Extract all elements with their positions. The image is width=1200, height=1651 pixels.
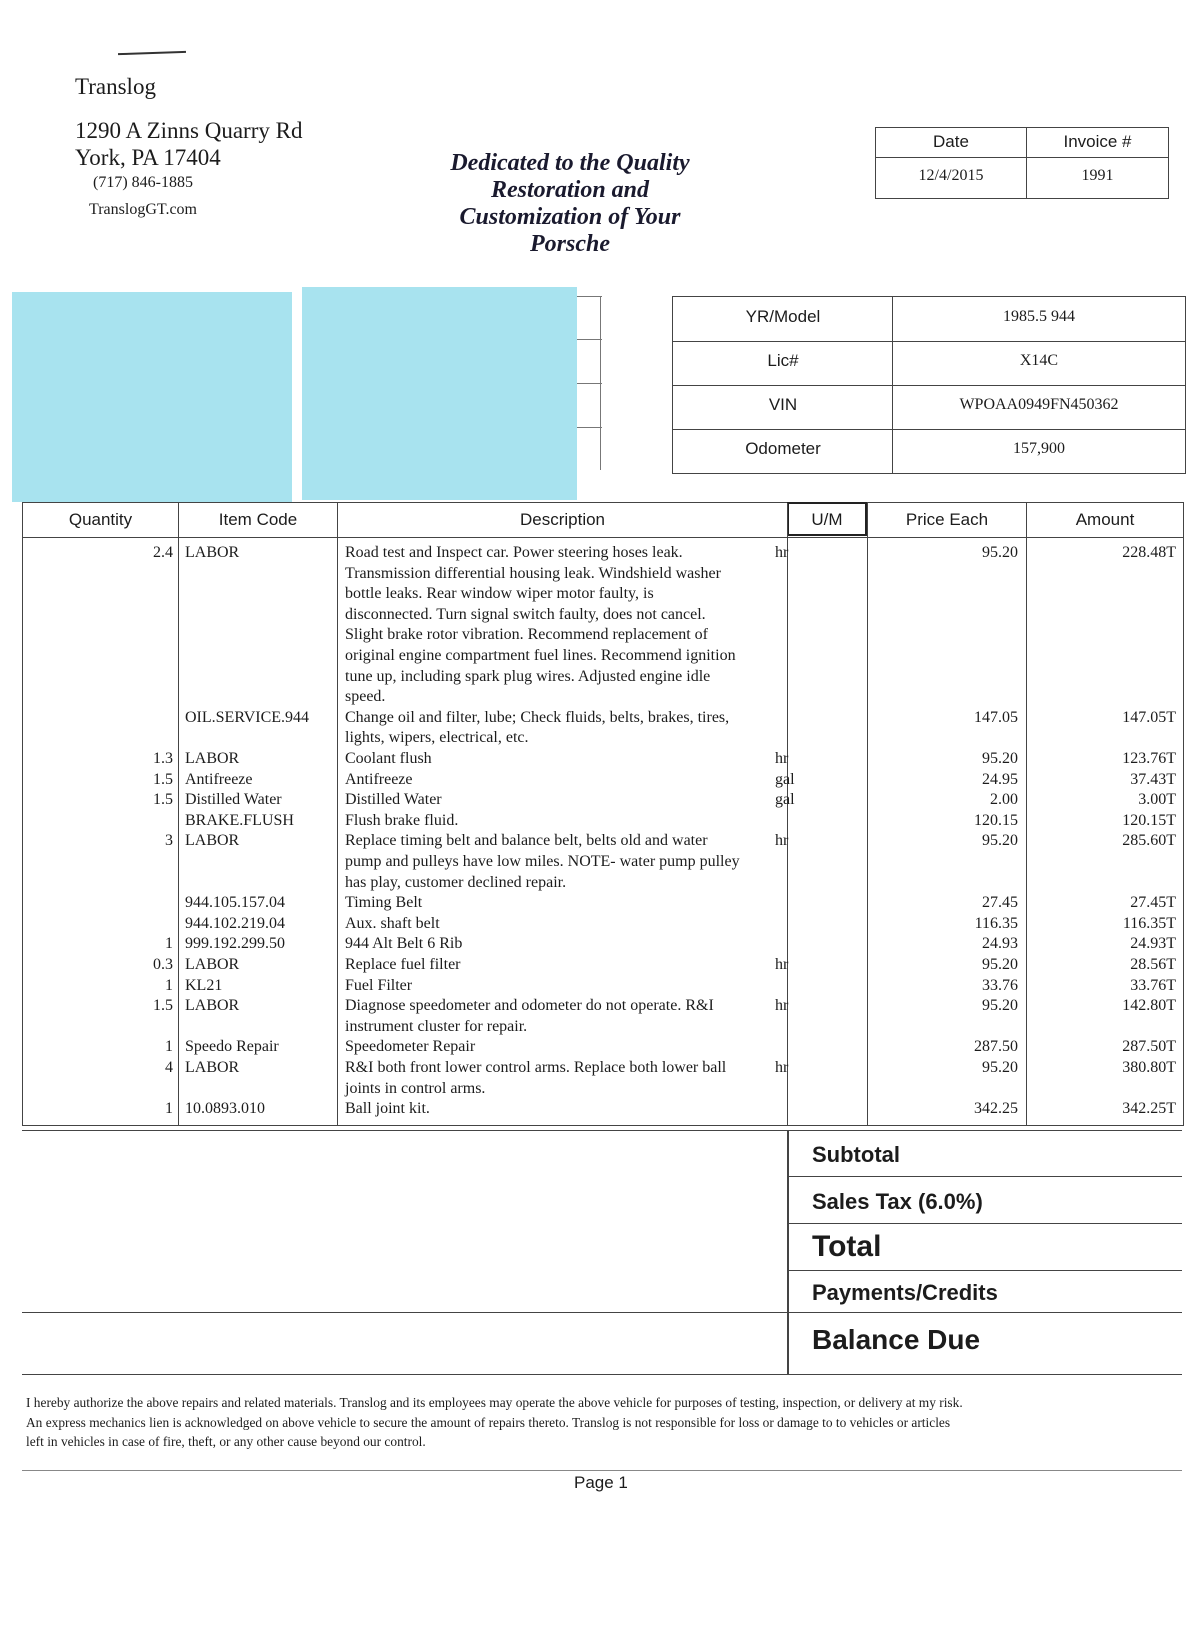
description-line: tune up, including spark plug wires. Adjusted engine idle bbox=[345, 667, 711, 685]
description-line: Diagnose speedometer and odometer do not operate. R&I bbox=[345, 997, 714, 1015]
row-quantity: 2.4 bbox=[153, 544, 173, 561]
description-line: original engine compartment fuel lines. Recommend ignition bbox=[345, 646, 736, 664]
row-um: gal bbox=[775, 770, 795, 788]
vehicle-label: VIN bbox=[768, 395, 798, 414]
row-price-each: 95.20 bbox=[982, 1059, 1018, 1076]
redacted-ship-to bbox=[302, 287, 577, 500]
tagline-line: Porsche bbox=[530, 231, 610, 257]
vehicle-value: 157,900 bbox=[1013, 440, 1065, 457]
company-address-line1: 1290 A Zinns Quarry Rd bbox=[75, 118, 303, 143]
vehicle-row bbox=[673, 429, 1185, 473]
row-item-code: KL21 bbox=[185, 976, 223, 994]
description-line: Distilled Water bbox=[345, 791, 442, 809]
row-quantity: 1.5 bbox=[153, 770, 173, 788]
row-amount: 380.80T bbox=[1122, 1059, 1176, 1076]
legal-line: I hereby authorize the above repairs and related materials. Translog and its employees may operate the above vehicle for purposes of testing, inspection, or delivery at my risk. bbox=[26, 1395, 963, 1410]
column-rule bbox=[337, 503, 338, 1125]
row-description bbox=[345, 749, 785, 770]
company-website: TranslogGT.com bbox=[89, 201, 197, 218]
tagline bbox=[410, 150, 730, 258]
company-address-line2: York, PA 17404 bbox=[75, 145, 221, 170]
description-line: Flush brake fluid. bbox=[345, 811, 459, 829]
row-amount: 28.56T bbox=[1130, 956, 1176, 973]
description-line: Aux. shaft belt bbox=[345, 914, 440, 932]
total-label: Total bbox=[812, 1230, 882, 1263]
balance-due-label: Balance Due bbox=[812, 1324, 981, 1355]
description-line: Replace fuel filter bbox=[345, 956, 461, 973]
row-item-code: LABOR bbox=[185, 832, 240, 850]
header-um: U/M bbox=[811, 510, 843, 529]
vehicle-row bbox=[673, 341, 1185, 386]
header-amount: Amount bbox=[1075, 510, 1135, 529]
company-name: Translog bbox=[75, 74, 156, 99]
row-amount: 116.35T bbox=[1122, 914, 1176, 932]
vehicle-info-box bbox=[672, 296, 1186, 474]
invoice-number: 1991 bbox=[1081, 167, 1114, 184]
sales-tax-label: Sales Tax (6.0%) bbox=[812, 1189, 983, 1214]
row-description bbox=[345, 1099, 785, 1120]
company-phone: (717) 846-1885 bbox=[93, 174, 193, 191]
description-line: Replace timing belt and balance belt, belts old and water bbox=[345, 832, 708, 850]
row-amount: 142.80T bbox=[1122, 997, 1176, 1015]
row-item-code: LABOR bbox=[185, 544, 240, 561]
row-description bbox=[345, 831, 785, 893]
row-amount: 37.43T bbox=[1130, 770, 1176, 788]
form-rule bbox=[577, 427, 602, 428]
row-price-each: 342.25 bbox=[974, 1100, 1018, 1118]
description-line: disconnected. Turn signal switch faulty, does not cancel. bbox=[345, 605, 706, 623]
column-rule bbox=[178, 503, 179, 1125]
row-um: hr bbox=[775, 750, 789, 767]
header-item-code: Item Code bbox=[218, 510, 298, 529]
line-items-table bbox=[22, 502, 1184, 1126]
date-invoice-box bbox=[875, 127, 1169, 199]
row-amount: 120.15T bbox=[1122, 811, 1176, 829]
row-amount: 285.60T bbox=[1122, 832, 1176, 850]
tagline-line: Customization of Your bbox=[459, 204, 681, 230]
row-quantity: 1 bbox=[165, 1038, 173, 1056]
row-price-each: 116.35 bbox=[974, 914, 1018, 932]
header-price-each: Price Each bbox=[905, 510, 989, 529]
row-item-code: OIL.SERVICE.944 bbox=[185, 708, 310, 726]
date-label: Date bbox=[933, 132, 969, 151]
row-item-code: 999.192.299.50 bbox=[185, 935, 285, 953]
invoice-date: 12/4/2015 bbox=[918, 167, 984, 184]
row-item-code: LABOR bbox=[185, 997, 240, 1015]
legal-line: left in vehicles in case of fire, theft, or any other cause beyond our control. bbox=[26, 1434, 426, 1449]
description-line: Ball joint kit. bbox=[345, 1100, 430, 1118]
invoice-number-label: Invoice # bbox=[1063, 132, 1132, 151]
sales-tax-row bbox=[788, 1177, 1182, 1224]
row-item-code: Antifreeze bbox=[185, 770, 253, 788]
row-price-each: 147.05 bbox=[974, 708, 1018, 726]
row-item-code: LABOR bbox=[185, 1059, 240, 1076]
authorization-statement bbox=[26, 1393, 1166, 1452]
row-amount: 33.76T bbox=[1130, 976, 1176, 994]
row-quantity: 1.5 bbox=[153, 997, 173, 1015]
row-quantity: 1 bbox=[165, 935, 173, 953]
row-price-each: 2.00 bbox=[990, 791, 1018, 809]
description-line: Transmission differential housing leak. Windshield washer bbox=[345, 564, 721, 582]
vehicle-label: YR/Model bbox=[745, 307, 821, 326]
description-line: Change oil and filter, lube; Check fluids, belts, brakes, tires, bbox=[345, 708, 730, 726]
total-row bbox=[788, 1224, 1182, 1271]
description-line: lights, wipers, electrical, etc. bbox=[345, 729, 529, 747]
tagline-line: Restoration and bbox=[490, 177, 650, 203]
vehicle-label: Odometer bbox=[745, 439, 821, 458]
form-rule bbox=[577, 296, 602, 297]
row-quantity: 1.5 bbox=[153, 791, 173, 809]
description-line: 944 Alt Belt 6 Rib bbox=[345, 935, 463, 953]
vehicle-row bbox=[673, 297, 1185, 342]
row-description bbox=[345, 708, 785, 749]
vehicle-label: Lic# bbox=[767, 351, 799, 370]
row-price-each: 95.20 bbox=[982, 997, 1018, 1015]
description-line: has play, customer declined repair. bbox=[345, 873, 567, 891]
row-um: hr bbox=[775, 956, 789, 973]
row-item-code: 944.105.157.04 bbox=[185, 894, 285, 912]
header-quantity: Quantity bbox=[68, 510, 133, 529]
row-amount: 24.93T bbox=[1130, 935, 1176, 953]
row-amount: 123.76T bbox=[1122, 750, 1176, 767]
description-line: bottle leaks. Rear window wiper motor faulty, is bbox=[345, 585, 654, 603]
row-description bbox=[345, 1037, 785, 1058]
row-description bbox=[345, 914, 785, 935]
row-um: hr bbox=[775, 544, 789, 561]
table-header bbox=[23, 503, 1183, 538]
row-description bbox=[345, 934, 785, 955]
row-price-each: 95.20 bbox=[982, 750, 1018, 767]
row-description bbox=[345, 976, 785, 997]
form-rule bbox=[577, 383, 602, 384]
row-amount: 342.25T bbox=[1122, 1100, 1176, 1118]
row-price-each: 24.93 bbox=[982, 935, 1018, 953]
balance-due-row bbox=[788, 1313, 1182, 1373]
row-item-code: 944.102.219.04 bbox=[185, 914, 285, 932]
description-line: Slight brake rotor vibration. Recommend replacement of bbox=[345, 626, 708, 644]
payments-row bbox=[788, 1271, 1182, 1313]
row-quantity: 0.3 bbox=[153, 956, 173, 973]
row-item-code: Distilled Water bbox=[185, 791, 282, 809]
payments-label: Payments/Credits bbox=[812, 1280, 998, 1305]
row-description bbox=[345, 893, 785, 914]
row-item-code: BRAKE.FLUSH bbox=[185, 811, 294, 829]
pen-mark bbox=[118, 51, 186, 55]
row-amount: 287.50T bbox=[1122, 1038, 1176, 1056]
row-description bbox=[345, 811, 785, 832]
page-number: Page 1 bbox=[574, 1473, 628, 1492]
description-line: Speedometer Repair bbox=[345, 1038, 476, 1056]
row-price-each: 95.20 bbox=[982, 956, 1018, 973]
vehicle-value: WPOAA0949FN450362 bbox=[959, 396, 1119, 413]
row-description bbox=[345, 996, 785, 1037]
row-amount: 147.05T bbox=[1122, 708, 1176, 726]
row-quantity: 4 bbox=[165, 1059, 173, 1076]
description-line: instrument cluster for repair. bbox=[345, 1017, 528, 1035]
row-description bbox=[345, 1058, 785, 1099]
row-um: gal bbox=[775, 791, 795, 809]
row-quantity: 3 bbox=[165, 832, 173, 850]
row-description bbox=[345, 543, 785, 708]
row-um: hr bbox=[775, 832, 789, 850]
row-item-code: Speedo Repair bbox=[185, 1038, 279, 1056]
row-description bbox=[345, 770, 785, 791]
description-line: joints in control arms. bbox=[345, 1079, 486, 1097]
column-rule bbox=[787, 503, 788, 1125]
description-line: Coolant flush bbox=[345, 750, 432, 767]
row-description bbox=[345, 790, 785, 811]
vehicle-row bbox=[673, 385, 1185, 430]
row-price-each: 27.45 bbox=[982, 894, 1018, 912]
vehicle-value: 1985.5 944 bbox=[1003, 308, 1075, 325]
row-price-each: 33.76 bbox=[982, 976, 1018, 994]
header-description: Description bbox=[519, 510, 606, 529]
row-item-code: LABOR bbox=[185, 956, 240, 973]
description-line: Timing Belt bbox=[345, 894, 423, 912]
totals-section bbox=[22, 1130, 1182, 1374]
row-quantity: 1.3 bbox=[153, 750, 173, 767]
row-amount: 228.48T bbox=[1122, 544, 1176, 561]
row-amount: 3.00T bbox=[1138, 791, 1176, 809]
redacted-bill-to bbox=[12, 292, 292, 502]
description-line: Antifreeze bbox=[345, 770, 413, 788]
row-price-each: 95.20 bbox=[982, 832, 1018, 850]
footer-rule bbox=[22, 1470, 1182, 1471]
description-line: pump and pulleys have low miles. NOTE- water pump pulley bbox=[345, 852, 740, 870]
row-description bbox=[345, 955, 785, 976]
row-price-each: 95.20 bbox=[982, 544, 1018, 561]
subtotal-row bbox=[788, 1130, 1182, 1177]
row-quantity: 1 bbox=[165, 1100, 173, 1118]
row-price-each: 120.15 bbox=[974, 811, 1018, 829]
row-price-each: 24.95 bbox=[982, 770, 1018, 788]
vehicle-value: X14C bbox=[1019, 352, 1059, 369]
description-line: speed. bbox=[345, 688, 386, 706]
legal-line: An express mechanics lien is acknowledged on above vehicle to secure the amount of repairs thereto. Translog is not responsible for loss or damage to to vehicles or articles bbox=[26, 1414, 951, 1430]
form-rule bbox=[577, 339, 602, 340]
row-amount: 27.45T bbox=[1130, 894, 1176, 912]
subtotal-label: Subtotal bbox=[812, 1142, 900, 1167]
description-line: Road test and Inspect car. Power steering hoses leak. bbox=[345, 544, 683, 561]
form-rule bbox=[600, 296, 601, 470]
description-line: R&I both front lower control arms. Replace both lower ball bbox=[345, 1059, 727, 1076]
row-item-code: 10.0893.010 bbox=[185, 1100, 265, 1118]
row-item-code: LABOR bbox=[185, 750, 240, 767]
description-line: Fuel Filter bbox=[345, 976, 413, 994]
row-um: hr bbox=[775, 1059, 789, 1076]
row-quantity: 1 bbox=[165, 976, 173, 994]
tagline-line: Dedicated to the Quality bbox=[450, 150, 690, 176]
row-price-each: 287.50 bbox=[974, 1038, 1018, 1056]
row-um: hr bbox=[775, 997, 789, 1015]
